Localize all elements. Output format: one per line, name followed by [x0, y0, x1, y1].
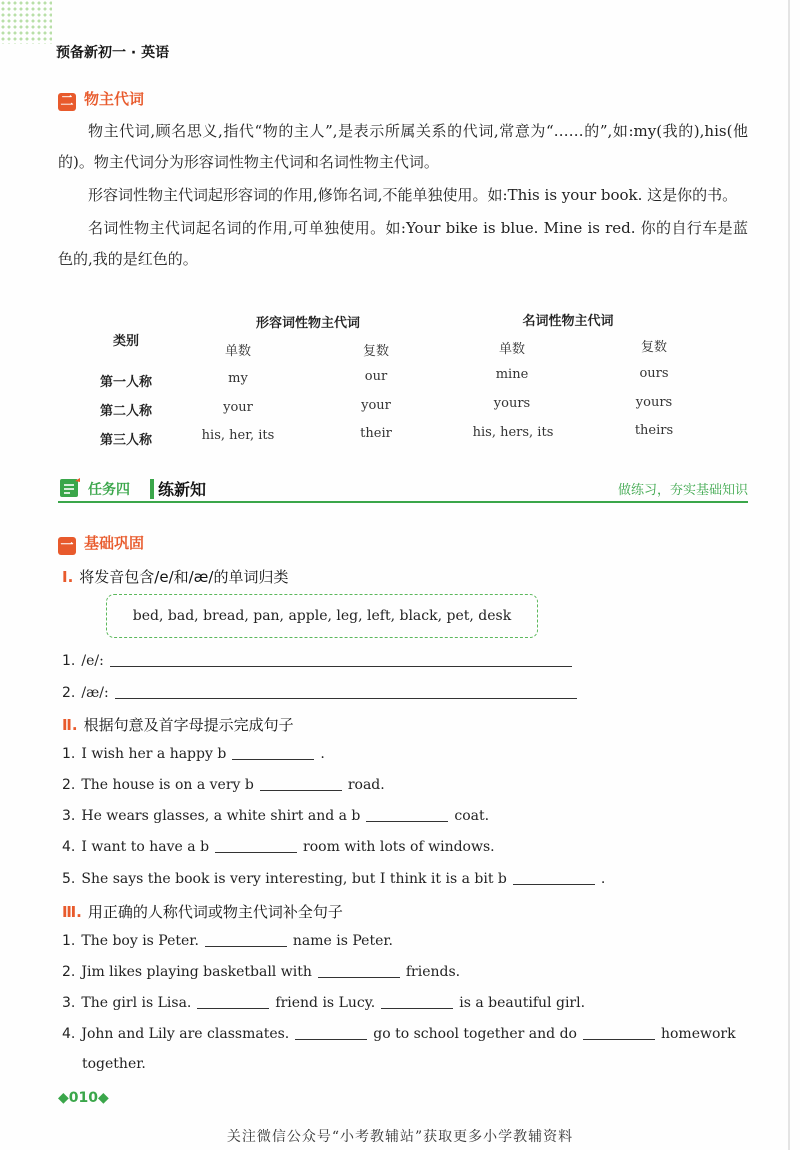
- intro-paragraphs: [58, 116, 748, 277]
- table-cell: ours: [639, 366, 669, 381]
- pronoun-table: [58, 308, 748, 458]
- table-cell: yours: [635, 395, 673, 410]
- answer-blank[interactable]: [232, 745, 314, 760]
- question-4-continued: together.: [82, 1056, 146, 1072]
- task-title: 练新知: [158, 480, 207, 499]
- table-cell: mine: [495, 367, 529, 382]
- question-text: She says the book is very interesting, but I think it is a bit b: [81, 871, 507, 887]
- question-text: go to school together and do: [373, 1026, 577, 1042]
- question-4: [62, 1025, 736, 1042]
- paragraph: 名词性物主代词起名词的作用,可单独使用。如:Your bike is blue. Mine is red. 你的自行车是蓝色的,我的是红色的。: [58, 219, 748, 268]
- task-underline: [58, 501, 748, 503]
- answer-blank[interactable]: [513, 870, 595, 885]
- part-title-text: 用正确的人称代词或物主代词补全句子: [87, 903, 343, 921]
- section-heading-basic: [58, 532, 144, 555]
- question-text: The girl is Lisa.: [81, 995, 192, 1011]
- question-text: name is Peter.: [292, 933, 393, 949]
- question-text: Jim likes playing basketball with: [81, 964, 312, 980]
- question-number: 1.: [62, 653, 76, 669]
- answer-blank[interactable]: [318, 963, 400, 978]
- table-adjective-group: 形容词性物主代词: [255, 316, 360, 331]
- question-text: room with lots of windows.: [303, 839, 495, 855]
- answer-blank[interactable]: [295, 1025, 367, 1040]
- question-text: The boy is Peter.: [81, 933, 199, 949]
- question-4: [62, 838, 495, 855]
- answer-blank[interactable]: [381, 994, 453, 1009]
- question-text: The house is on a very b: [81, 777, 254, 793]
- question-number: 4.: [62, 839, 76, 855]
- question-text: friend is Lucy.: [275, 995, 376, 1011]
- question-3: [62, 994, 585, 1011]
- section-badge: 二: [58, 93, 76, 111]
- question-number: 2.: [62, 685, 76, 701]
- page-number: [58, 1090, 109, 1106]
- question-text: friends.: [405, 964, 461, 980]
- section-title: 基础巩固: [84, 534, 145, 552]
- question-text: John and Lily are classmates.: [81, 1026, 290, 1042]
- decorative-dot-grid: [0, 0, 52, 44]
- table-row-person: 第三人称: [99, 433, 152, 448]
- question-text: I wish her a happy b: [81, 746, 227, 762]
- table-cell: theirs: [634, 423, 674, 438]
- question-2: [62, 776, 385, 793]
- question-1: [62, 745, 325, 762]
- table-row-person: 第一人称: [99, 375, 152, 390]
- question-number: 2.: [62, 964, 76, 980]
- question-3: [62, 807, 489, 824]
- table-row-person: 第二人称: [99, 404, 152, 419]
- answer-blank[interactable]: [115, 684, 577, 699]
- question-text: I want to have a b: [81, 839, 210, 855]
- answer-blank[interactable]: [197, 994, 269, 1009]
- part-title-3: [62, 901, 343, 922]
- table-header-singular: 单数: [498, 342, 525, 357]
- answer-blank[interactable]: [215, 838, 297, 853]
- part-roman: Ⅲ.: [62, 903, 82, 921]
- part-title-2: [62, 714, 294, 735]
- table-cell: my: [228, 371, 248, 386]
- part-title-1: [62, 566, 288, 587]
- part-roman: Ⅰ.: [62, 568, 74, 586]
- question-number: 1.: [62, 933, 76, 949]
- table-cell: your: [361, 398, 391, 413]
- question-text: coat.: [454, 808, 490, 824]
- page-edge-divider: [788, 0, 790, 1150]
- answer-blank[interactable]: [260, 776, 342, 791]
- table-cell: their: [360, 426, 392, 441]
- answer-blank[interactable]: [583, 1025, 655, 1040]
- part-title-text: 根据句意及首字母提示完成句子: [83, 716, 294, 734]
- table-noun-group: 名词性物主代词: [522, 314, 614, 329]
- question-5: [62, 870, 605, 887]
- part-title-text: 将发音包含/e/和/æ/的单词归类: [79, 568, 289, 586]
- section-badge: 一: [58, 537, 76, 555]
- page-number-text: 010: [68, 1090, 99, 1106]
- question-text: /e/:: [81, 653, 104, 669]
- table-header-singular: 单数: [224, 344, 251, 359]
- diamond-icon: ◆: [58, 1090, 69, 1106]
- notebook-icon: [58, 477, 82, 499]
- question-1: [62, 652, 578, 669]
- answer-blank[interactable]: [366, 807, 448, 822]
- question-number: 3.: [62, 995, 76, 1011]
- diamond-icon: ◆: [98, 1090, 109, 1106]
- table-cell: our: [364, 369, 388, 384]
- paragraph: 物主代词,顾名思义,指代“物的主人”,是表示所属关系的代词,常意为“……的”,如:my(我的),his(他的)。物主代词分为形容词性物主代词和名词性物主代词。: [58, 122, 748, 171]
- task-bar: [58, 476, 748, 502]
- question-number: 2.: [62, 777, 76, 793]
- section-heading-possessive: [58, 88, 144, 111]
- question-text: .: [320, 746, 325, 762]
- question-text: He wears glasses, a white shirt and a b: [81, 808, 361, 824]
- header-title: 预备新初一 · 英语: [56, 45, 170, 61]
- table-cell: your: [223, 400, 253, 415]
- section-title: 物主代词: [84, 90, 145, 108]
- table-header-plural: 复数: [640, 340, 667, 355]
- question-2: [62, 684, 583, 701]
- table-category-label: 类别: [112, 334, 139, 349]
- task-slogan: 做练习，夯实基础知识: [617, 483, 748, 498]
- task-divider: [150, 479, 154, 499]
- answer-blank[interactable]: [110, 652, 572, 667]
- question-text: road.: [347, 777, 385, 793]
- question-number: 1.: [62, 746, 76, 762]
- question-1: [62, 932, 393, 949]
- question-number: 4.: [62, 1026, 76, 1042]
- word-box: bed, bad, bread, pan, apple, leg, left, black, pet, desk: [106, 594, 538, 638]
- table-cell: his, hers, its: [472, 425, 554, 440]
- table-header-plural: 复数: [362, 344, 389, 359]
- table-cell: his, her, its: [201, 428, 275, 443]
- question-text: homework: [660, 1026, 736, 1042]
- question-text: .: [600, 871, 606, 887]
- part-roman: Ⅱ.: [62, 716, 78, 734]
- table-cell: yours: [493, 396, 531, 411]
- task-label: 任务四: [88, 482, 130, 498]
- question-text: is a beautiful girl.: [459, 995, 586, 1011]
- paragraph: 形容词性物主代词起形容词的作用,修饰名词,不能单独使用。如:This is your book. 这是你的书。: [88, 186, 738, 204]
- question-2: [62, 963, 460, 980]
- answer-blank[interactable]: [205, 932, 287, 947]
- question-number: 3.: [62, 808, 76, 824]
- question-number: 5.: [62, 871, 76, 887]
- question-text: /æ/:: [81, 685, 109, 701]
- footer-note: 关注微信公众号“小考教辅站”获取更多小学教辅资料: [226, 1129, 574, 1145]
